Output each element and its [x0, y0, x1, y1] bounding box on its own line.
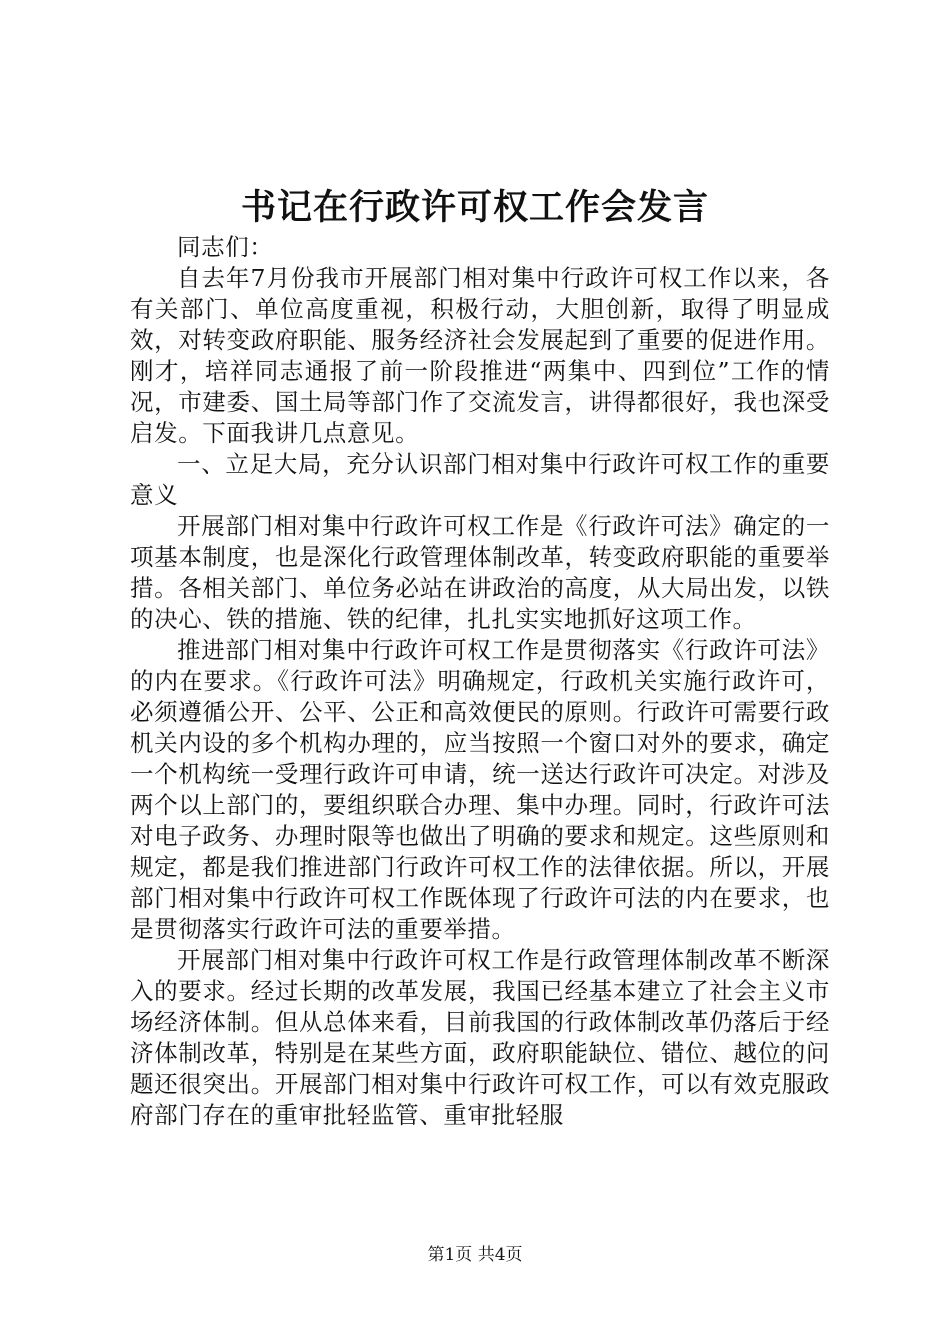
paragraph-significance: 开展部门相对集中行政许可权工作是《行政许可法》确定的一项基本制度，也是深化行政管理体制改革，转变政府职能的重要举措。各相关部门、单位务必站在讲政治的高度，从大局出发，以铁的决心、铁的措施、铁的纪律，扎扎实实地抓好这项工作。 [130, 512, 830, 633]
paragraph-intro: 自去年7月份我市开展部门相对集中行政许可权工作以来，各有关部门、单位高度重视，积极行动，大胆创新，取得了明显成效，对转变政府职能、服务经济社会发展起到了重要的促进作用。刚才，培祥同志通报了前一阶段推进“两集中、四到位”工作的情况，市建委、国土局等部门作了交流发言，讲得都很好，我也深受启发。下面我讲几点意见。 [130, 264, 830, 447]
salutation: 同志们： [177, 233, 274, 261]
section-heading-1: 一、立足大局，充分认识部门相对集中行政许可权工作的重要意义 [130, 450, 830, 509]
page-number: 第1页 共4页 [427, 1245, 523, 1265]
paragraph-legal-basis: 推进部门相对集中行政许可权工作是贯彻落实《行政许可法》的内在要求。《行政许可法》明确规定，行政机关实施行政许可，必须遵循公开、公平、公正和高效便民的原则。行政许可需要行政机关内设的多个机构办理的，应当按照一个窗口对外的要求，确定一个机构统一受理行政许可申请，统一送达行政许可决定。对涉及两个以上部门的，要组织联合办理、集中办理。同时，行政许可法对电子政务、办理时限等也做出了明确的要求和规定。这些原则和规定，都是我们推进部门行政许可权工作的法律依据。所以，开展部门相对集中行政许可权工作既体现了行政许可法的内在要求，也是贯彻落实行政许可法的重要举措。 [130, 636, 830, 943]
paragraph-reform: 开展部门相对集中行政许可权工作是行政管理体制改革不断深入的要求。经过长期的改革发展，我国已经基本建立了社会主义市场经济体制。但从总体来看，目前我国的行政体制改革仍落后于经济体制改革，特别是在某些方面，政府职能缺位、错位、越位的问题还很突出。开展部门相对集中行政许可权工作，可以有效克服政府部门存在的重审批轻监管、重审批轻服 [130, 946, 830, 1129]
document-body [130, 232, 830, 1131]
document-title: 书记在行政许可权工作会发言 [240, 187, 709, 228]
